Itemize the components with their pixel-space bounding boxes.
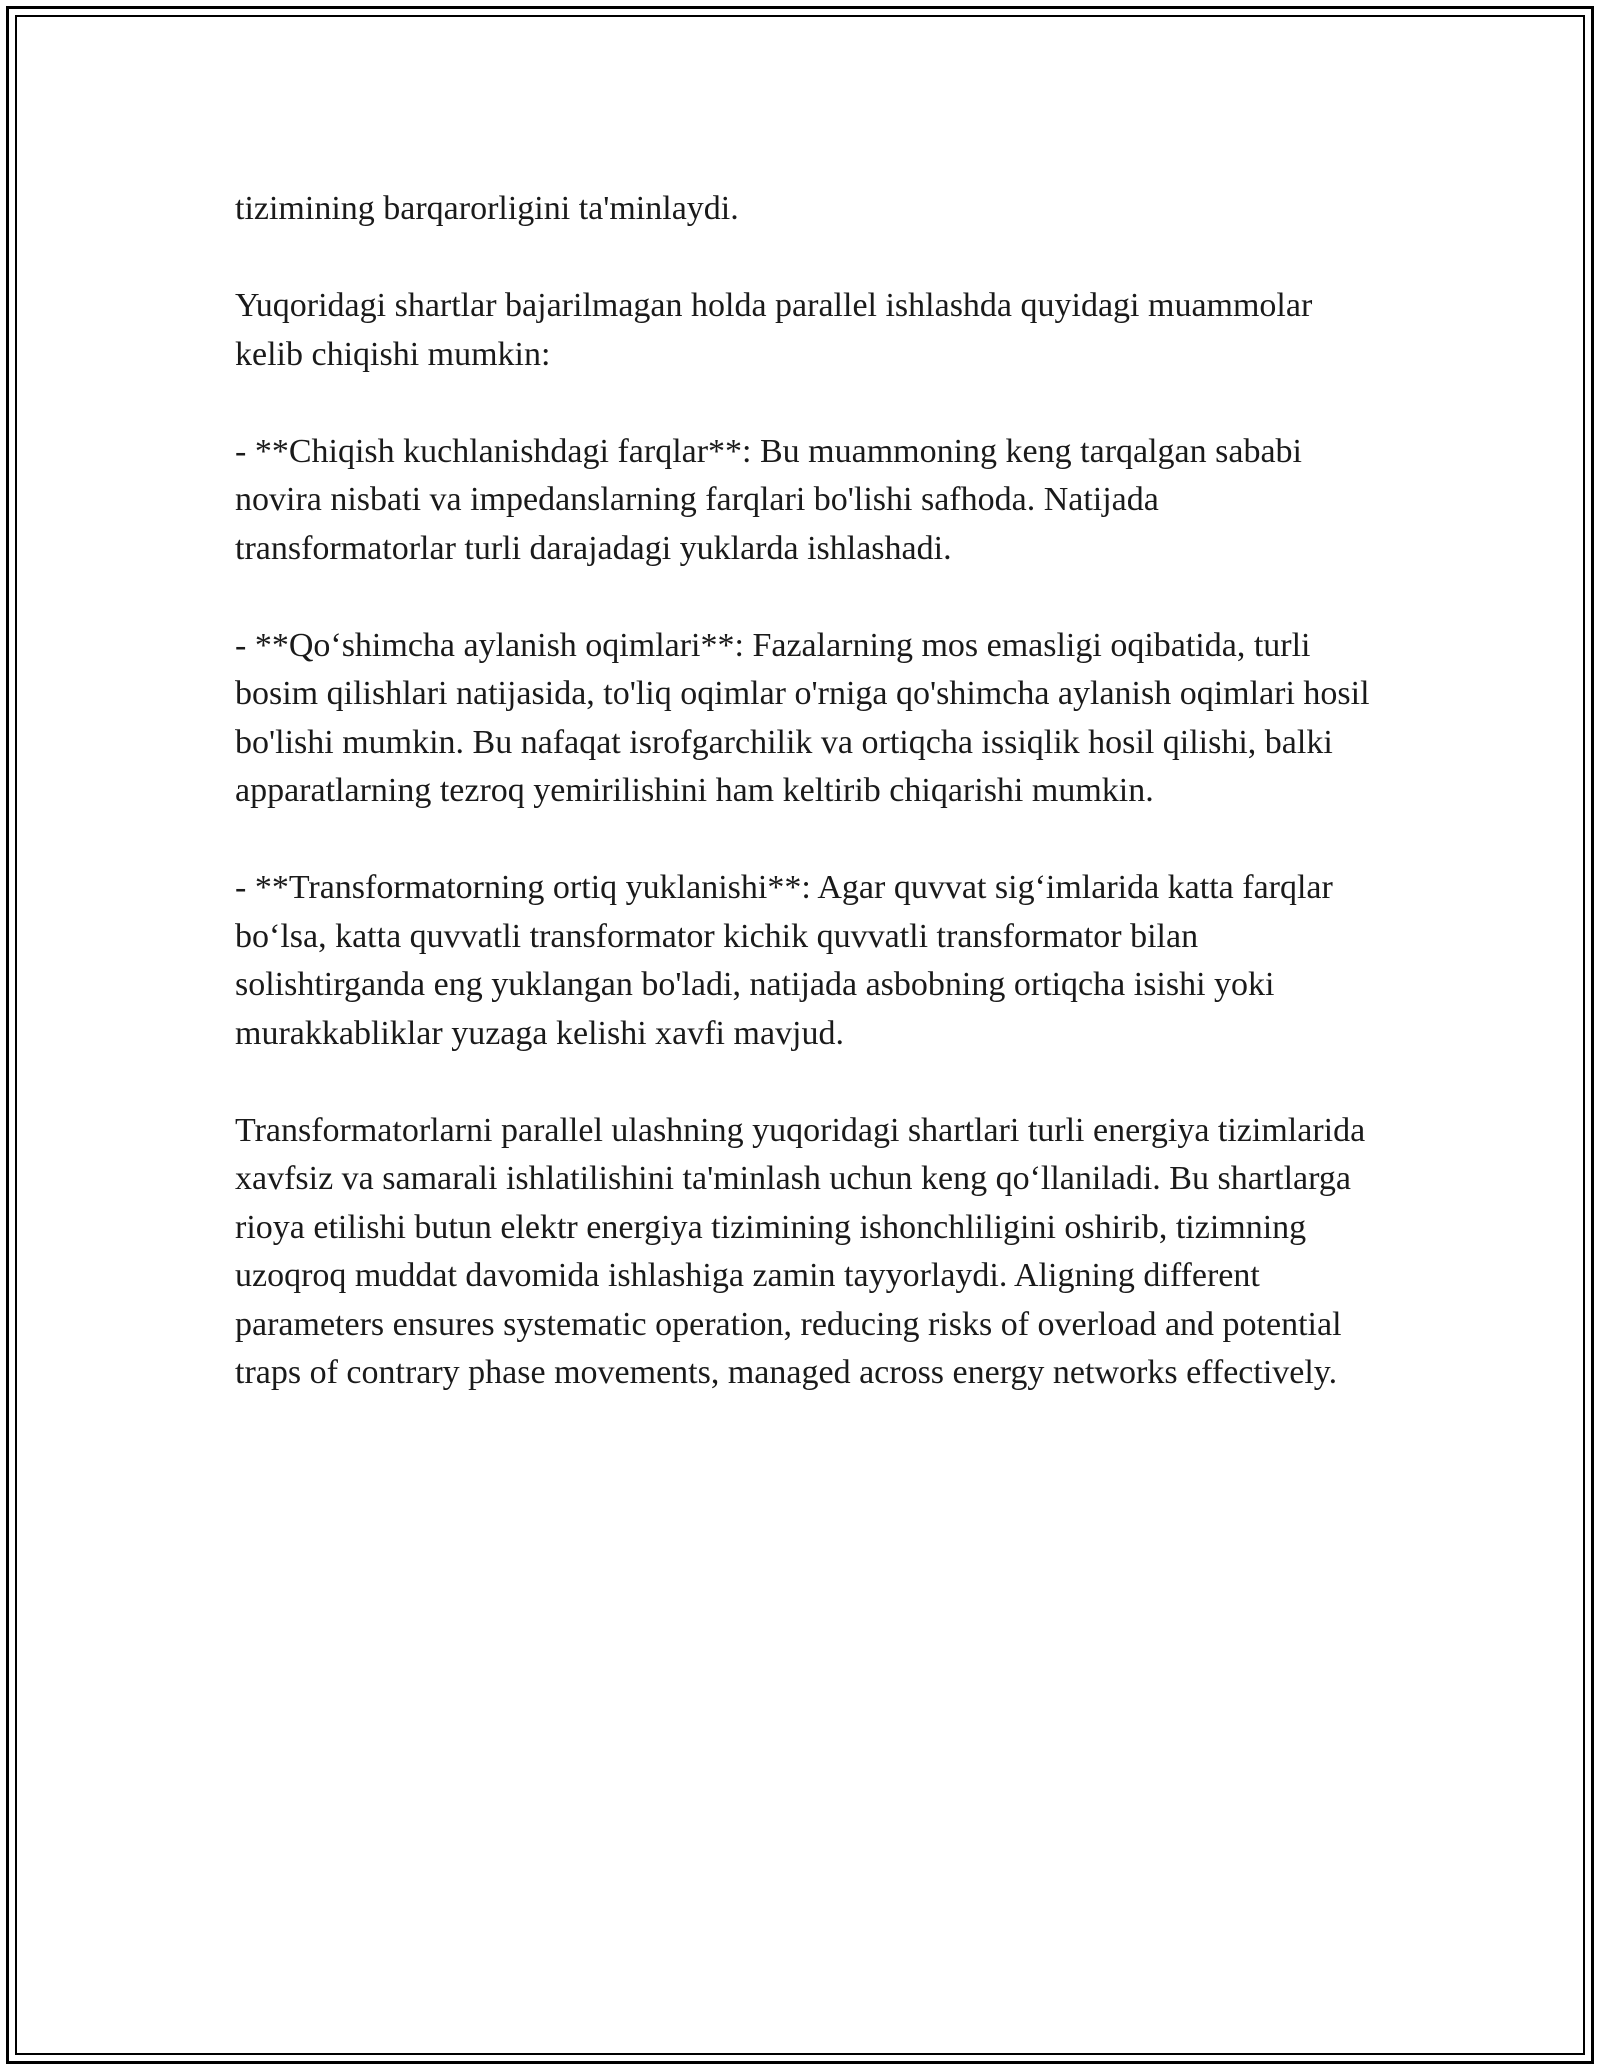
paragraph-problems-intro: Yuqoridagi shartlar bajarilmagan holda parallel ishlashda quyidagi muammolar kelib chiqishi mumkin: xyxy=(235,287,1313,373)
list-item-circulating-currents: - **Qo‘shimcha aylanish oqimlari**: Fazalarning mos emasligi oqibatida, turli bosim qilishlari natijasida, to'liq oqimlar o'rniga qo'shimcha aylanish oqimlari hosil bo'lishi mumkin. Bu nafaqat isrofgarchilik va ortiqcha issiqlik hosil qilishi, balki apparatlarning tezroq yemirilishini ham keltirib chiqarishi mumkin. xyxy=(235,626,1370,809)
list-item-transformer-overload: - **Transformatorning ortiq yuklanishi**: Agar quvvat sig‘imlarida katta farqlar bo‘lsa, katta quvvatli transformator kichik quvvatli transformator bilan solishtirganda eng yuklangan bo'ladi, natijada asbobning ortiqcha isishi yoki murakkabliklar yuzaga kelishi xavfi mavjud. xyxy=(235,869,1333,1052)
paragraph-continuation: tizimining barqarorligini ta'minlaydi. xyxy=(235,190,739,227)
paragraph-conclusion: Transformatorlarni parallel ulashning yuqoridagi shartlari turli energiya tizimlarida xavfsiz va samarali ishlatilishini ta'minlash uchun keng qo‘llaniladi. Bu shartlarga rioya etilishi butun elektr energiya tizimining ishonchliligini oshirib, tizimning uzoqroq muddat davomida ishlashiga zamin tayyorlaydi. Aligning different parameters ensures systematic operation, reducing risks of overload and potential traps of contrary phase movements, managed across energy networks effectively. xyxy=(235,1111,1366,1391)
document-body xyxy=(235,185,1375,1398)
list-item-voltage-differences: - **Chiqish kuchlanishdagi farqlar**: Bu muammoning keng tarqalgan sababi novira nisbati va impedanslarning farqlari bo'lishi safhoda. Natijada transformatorlar turli darajadagi yuklarda ishlashadi. xyxy=(235,432,1302,567)
